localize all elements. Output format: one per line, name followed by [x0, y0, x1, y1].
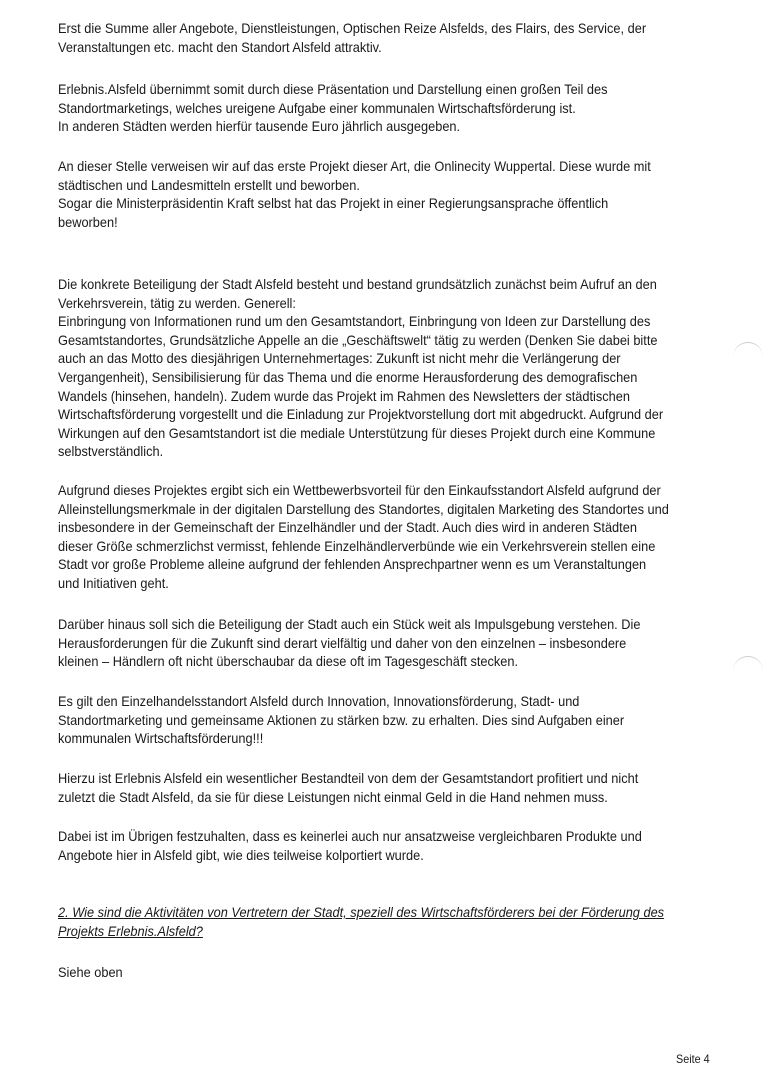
text-line: Verkehrsverein, tätig zu werden. Generell: [58, 295, 296, 311]
text-line: Wirkungen auf den Gesamtstandort ist die mediale Unterstützung für dieses Projekt durch eine Kommune [58, 425, 656, 441]
text-line: Darüber hinaus soll sich die Beteiligung der Stadt auch ein Stück weit als Impulsgebung verstehen. Die [58, 617, 641, 632]
text-line: und Initiativen geht. [58, 575, 169, 591]
text-line: Aufgrund dieses Projektes ergibt sich ein Wettbewerbsvorteil für den Einkaufsstandort Alsfeld aufgrund der [58, 483, 661, 498]
text-line: Herausforderungen für die Zukunft sind derart vielfältig und daher von den einzelnen – insbesondere [58, 635, 627, 651]
paragraph-einzelhandelsstandort [58, 693, 678, 749]
paragraph-standortmarketing [58, 81, 678, 137]
punch-hole-mark [733, 656, 763, 677]
text-line: insbesondere in der Gemeinschaft der Einzelhändler und der Stadt. Auch dies wird in anderen Städten [58, 520, 637, 536]
text-line: Einbringung von Informationen rund um den Gesamtstandort, Einbringung von Ideen zur Darstellung des [58, 314, 651, 330]
text-line: Wandels (hinsehen, handeln). Zudem wurde das Projekt im Rahmen des Newsletters der städtischen [58, 388, 630, 404]
text-line: Standortmarketings, welches ureigene Aufgabe einer kommunalen Wirtschaftsförderung ist. [58, 100, 576, 116]
text-line: dieser Größe schmerzlichst vermisst, fehlende Einzelhändlerverbünde wie ein Verkehrsverein stellen eine [58, 538, 656, 554]
text-line: zuletzt die Stadt Alsfeld, da sie für diese Leistungen nicht einmal Geld in die Hand nehmen muss. [58, 789, 608, 805]
text-line: Erst die Summe aller Angebote, Dienstleistungen, Optischen Reize Alsfelds, des Flairs, des Service, der [58, 21, 647, 36]
question-line: 2. Wie sind die Aktivitäten von Vertretern der Stadt, speziell des Wirtschaftsförderers bei der Förderung des [58, 905, 665, 920]
text-line: Es gilt den Einzelhandelsstandort Alsfeld durch Innovation, Innovationsförderung, Stadt- und [58, 694, 580, 709]
answer-text [58, 964, 678, 983]
text-line: Siehe oben [58, 965, 123, 980]
text-line: Vergangenheit), Sensibilisierung für das Thema und die enorme Herausforderung des demografischen [58, 369, 638, 385]
paragraph-beteiligung-stadt [58, 276, 678, 462]
text-line: Stadt vor große Probleme alleine aufgrund der fehlenden Ansprechpartner wenn es um Veranstaltungen [58, 557, 647, 573]
text-line: Erlebnis.Alsfeld übernimmt somit durch diese Präsentation und Darstellung einen großen Teil des [58, 82, 608, 97]
text-line: selbstverständlich. [58, 444, 164, 460]
paragraph-impulsgebung [58, 616, 678, 672]
question-heading [58, 904, 678, 941]
question-line: Projekts Erlebnis.Alsfeld? [58, 923, 203, 939]
punch-hole-mark [733, 342, 763, 363]
page-number: Seite 4 [676, 1052, 710, 1066]
paragraph-vergleichbare-produkte [58, 828, 678, 865]
text-line: Standortmarketing und gemeinsame Aktionen zu stärken bzw. zu erhalten. Dies sind Aufgaben einer [58, 712, 625, 728]
text-line: Alleinstellungsmerkmale in der digitalen Darstellung des Standortes, digitalen Marketing des Standortes und [58, 501, 669, 517]
text-line: städtischen und Landesmitteln erstellt und beworben. [58, 177, 360, 193]
text-line: Wirtschaftsförderung vorgestellt und die Einladung zur Projektvorstellung dort mit abgedruckt. Aufgrund der [58, 407, 664, 423]
text-line: An dieser Stelle verweisen wir auf das erste Projekt dieser Art, die Onlinecity Wuppertal. Diese wurde mit [58, 159, 651, 174]
text-line: kleinen – Händlern oft nicht überschaubar da diese oft im Tagesgeschäft stecken. [58, 654, 519, 670]
text-line: auch an das Motto des diesjährigen Unternehmertages: Zukunft ist nicht mehr die Verlängerung der [58, 351, 621, 367]
text-line: Dabei ist im Übrigen festzuhalten, dass es keinerlei auch nur ansatzweise vergleichbaren Produkte und [58, 829, 642, 844]
text-line: Angebote hier in Alsfeld gibt, wie dies teilweise kolportiert wurde. [58, 847, 424, 863]
paragraph-wettbewerbsvorteil [58, 482, 678, 594]
text-line: Hierzu ist Erlebnis Alsfeld ein wesentlicher Bestandteil von dem der Gesamtstandort profitiert und nicht [58, 771, 639, 786]
text-line: In anderen Städten werden hierfür tausende Euro jährlich ausgegeben. [58, 119, 461, 135]
paragraph-onlinecity-wuppertal [58, 158, 678, 232]
text-line: beworben! [58, 214, 118, 230]
paragraph-bestandteil [58, 770, 678, 807]
paragraph-attractiveness [58, 20, 678, 57]
text-line: Gesamtstandortes, Grundsätzliche Appelle an die „Geschäftswelt“ tätig zu werden (Denken Sie dabei bitte [58, 332, 658, 348]
text-line: kommunalen Wirtschaftsförderung!!! [58, 731, 264, 747]
text-line: Veranstaltungen etc. macht den Standort Alsfeld attraktiv. [58, 39, 382, 55]
text-line: Die konkrete Beteiligung der Stadt Alsfeld besteht und bestand grundsätzlich zunächst beim Aufruf an den [58, 277, 657, 292]
text-line: Sogar die Ministerpräsidentin Kraft selbst hat das Projekt in einer Regierungsansprache öffentlich [58, 196, 609, 212]
